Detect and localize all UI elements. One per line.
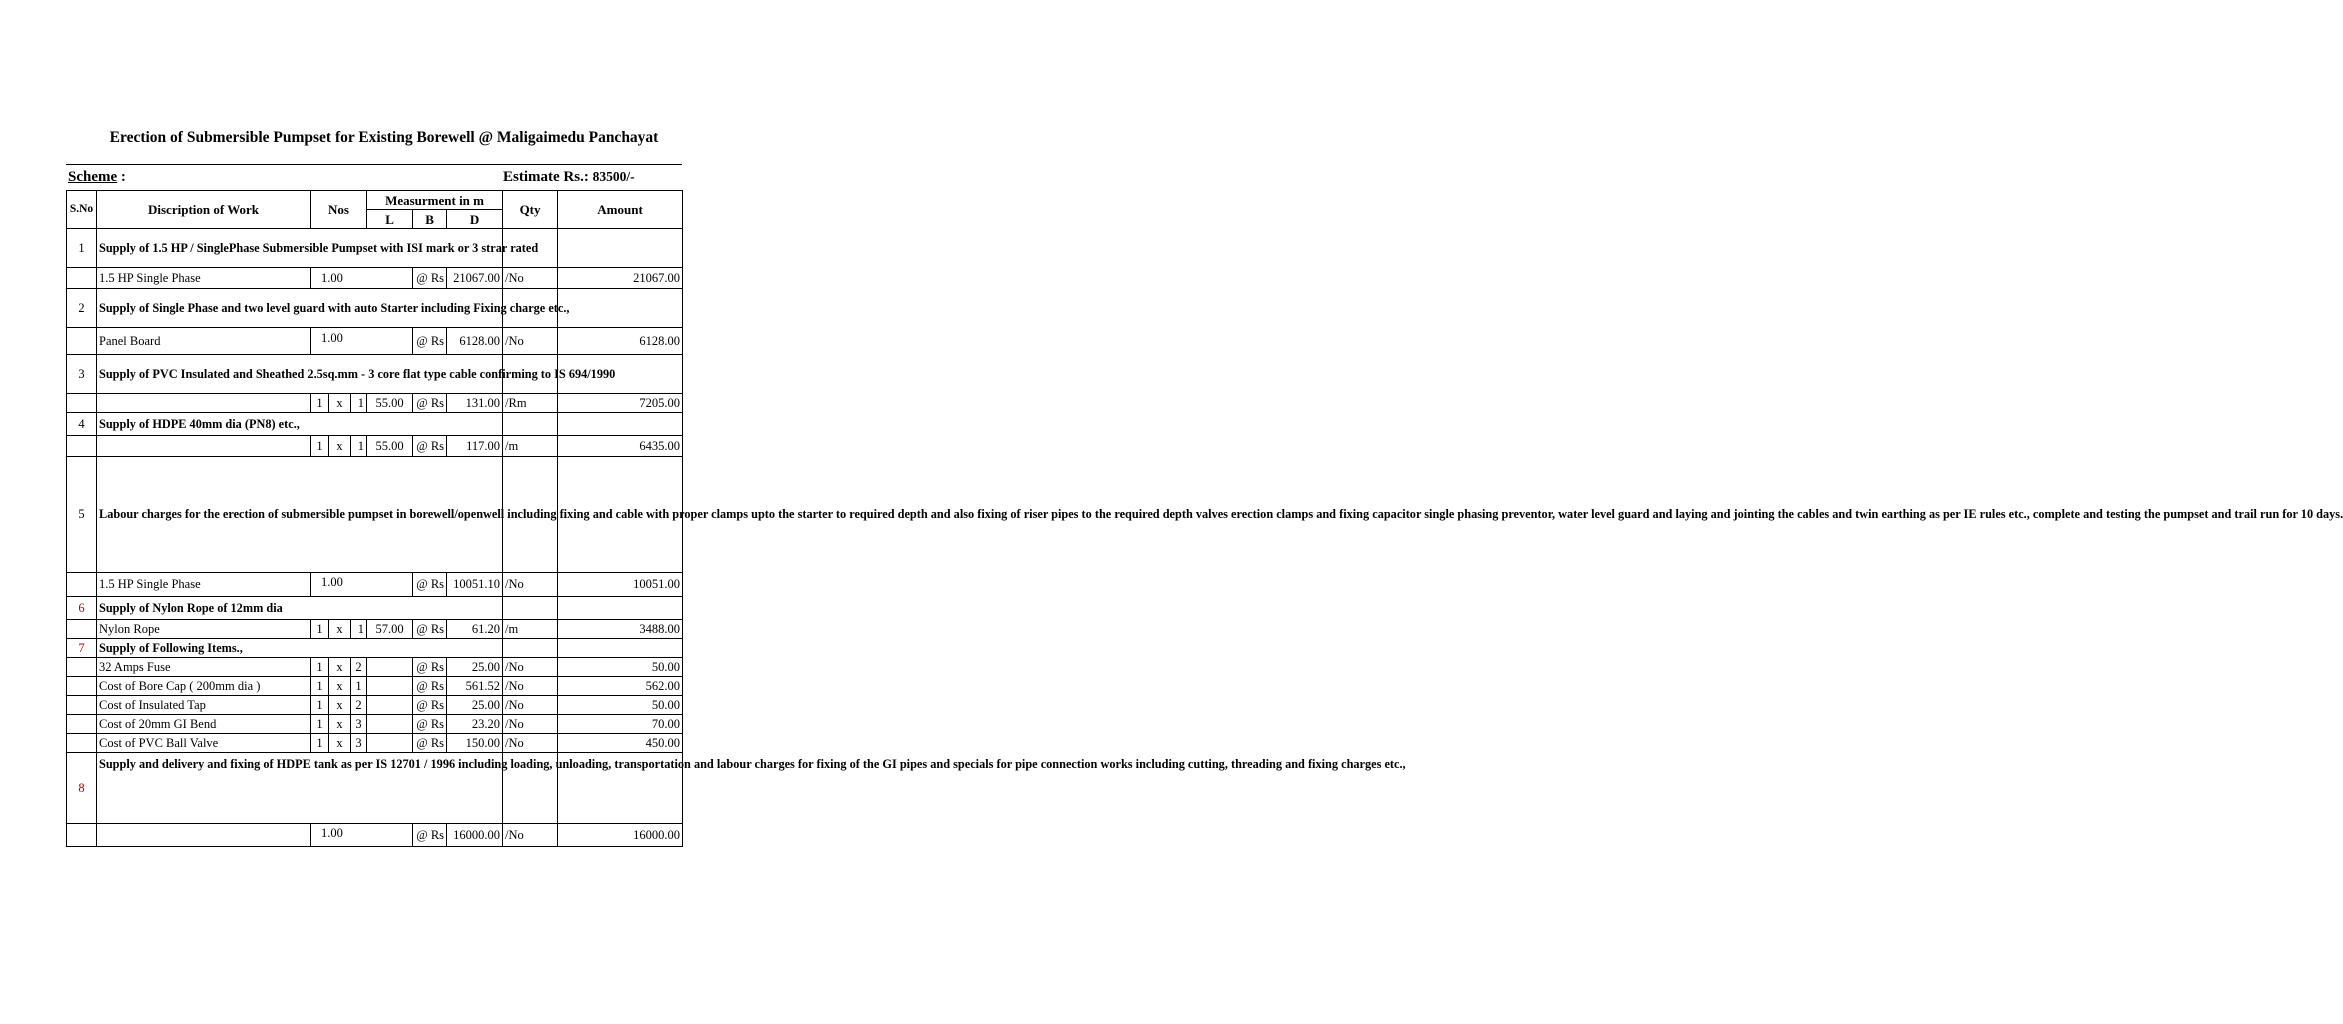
item-description: Supply of 1.5 HP / SinglePhase Submersible Pumpset with ISI mark or 3 strar rated	[97, 229, 503, 268]
sub-row	[67, 677, 683, 696]
rate-value: 131.00	[447, 394, 503, 413]
amount: 6128.00	[558, 328, 683, 355]
nos-count: 1	[311, 620, 329, 639]
rate-value: 6128.00	[447, 328, 503, 355]
header-row	[67, 191, 683, 210]
nos-count: 1	[311, 677, 329, 696]
rate-value: 150.00	[447, 734, 503, 753]
rate-prefix: @ Rs	[413, 328, 447, 355]
rate-prefix: @ Rs	[413, 677, 447, 696]
sub-row	[67, 573, 683, 597]
sub-label: 1.5 HP Single Phase	[97, 268, 311, 289]
item-sno: 7	[67, 639, 97, 658]
item-sno: 2	[67, 289, 97, 328]
length-cell	[367, 734, 413, 753]
header-d: D	[447, 210, 503, 229]
label-cell	[97, 824, 311, 847]
nos-count: 1	[311, 436, 329, 457]
sub-label: 1.5 HP Single Phase	[97, 573, 311, 597]
sub-row	[67, 696, 683, 715]
rate-prefix: @ Rs	[413, 658, 447, 677]
item-sno: 8	[67, 753, 97, 824]
item-description: Supply of PVC Insulated and Sheathed 2.5sq.mm - 3 core flat type cable confirming to IS 694/1990	[97, 355, 503, 394]
times-sign: x	[329, 436, 351, 457]
nos-count: 1	[311, 696, 329, 715]
header-l: L	[367, 210, 413, 229]
nos-count: 1	[311, 658, 329, 677]
unit: /No	[503, 715, 558, 734]
sub-row	[67, 658, 683, 677]
sub-label: Cost of 20mm GI Bend	[97, 715, 311, 734]
unit: /No	[503, 268, 558, 289]
item-row	[67, 289, 683, 328]
estimate-total	[503, 169, 635, 186]
rate-value: 117.00	[447, 436, 503, 457]
rate-value: 561.52	[447, 677, 503, 696]
amount: 6435.00	[558, 436, 683, 457]
amount: 50.00	[558, 696, 683, 715]
amount: 70.00	[558, 715, 683, 734]
amount-cell	[558, 413, 683, 436]
title-rule	[66, 164, 682, 165]
sub-label: Cost of Bore Cap ( 200mm dia )	[97, 677, 311, 696]
times-sign: x	[329, 658, 351, 677]
amount: 50.00	[558, 658, 683, 677]
nos-multiplier: 1	[351, 677, 367, 696]
unit: /No	[503, 677, 558, 696]
sub-label: Cost of PVC Ball Valve	[97, 734, 311, 753]
document-title: Erection of Submersible Pumpset for Existing Borewell @ Maligaimedu Panchayat	[109, 129, 659, 146]
item-description: Supply of Following Items.,	[97, 639, 503, 658]
item-sno: 6	[67, 597, 97, 620]
rate-value: 21067.00	[447, 268, 503, 289]
sub-nos: 1.00	[311, 573, 413, 597]
length: 55.00	[367, 394, 413, 413]
length-cell	[367, 677, 413, 696]
sno-cell	[67, 677, 97, 696]
nos-count: 1	[311, 394, 329, 413]
amount: 10051.00	[558, 573, 683, 597]
item-row	[67, 413, 683, 436]
item-sno: 3	[67, 355, 97, 394]
rate-value: 25.00	[447, 696, 503, 715]
unit: /m	[503, 436, 558, 457]
rate-value: 10051.10	[447, 573, 503, 597]
amount-cell	[558, 639, 683, 658]
header-nos: Nos	[311, 191, 367, 229]
sno-cell	[67, 436, 97, 457]
nos-multiplier: 3	[351, 734, 367, 753]
scheme-colon: :	[117, 169, 126, 185]
nos-multiplier: 1	[351, 620, 367, 639]
length-cell	[367, 715, 413, 734]
amount: 450.00	[558, 734, 683, 753]
rate-value: 23.20	[447, 715, 503, 734]
label-cell	[97, 394, 311, 413]
unit: /Rm	[503, 394, 558, 413]
nos-multiplier: 2	[351, 696, 367, 715]
length-cell	[367, 696, 413, 715]
item-sno: 5	[67, 457, 97, 573]
item-description: Labour charges for the erection of submersible pumpset in borewell/openwell including fixing and cable with proper clamps upto the starter to required depth and also fixing of riser pipes to the required depth valves erection clamps and fixing capacitor single phasing preventor, water level guard and laying and jointing the cables and twin earthing as per IE rules etc., complete and testing the pumpset and trail run for 10 days.	[97, 457, 503, 573]
unit: /No	[503, 734, 558, 753]
nos-multiplier: 1	[351, 394, 367, 413]
nos-count: 1	[311, 734, 329, 753]
sub-label: 32 Amps Fuse	[97, 658, 311, 677]
rate-prefix: @ Rs	[413, 436, 447, 457]
sno-cell	[67, 734, 97, 753]
sno-cell	[67, 824, 97, 847]
length-cell	[367, 658, 413, 677]
header-b: B	[413, 210, 447, 229]
amount-cell	[558, 229, 683, 268]
rate-value: 25.00	[447, 658, 503, 677]
item-description: Supply of Nylon Rope of 12mm dia	[97, 597, 503, 620]
sno-cell	[67, 658, 97, 677]
header-amount: Amount	[558, 191, 683, 229]
estimate-table	[66, 190, 2343, 847]
sno-cell	[67, 394, 97, 413]
rate-prefix: @ Rs	[413, 696, 447, 715]
sub-row	[67, 436, 683, 457]
rate-value: 16000.00	[447, 824, 503, 847]
sno-cell	[67, 620, 97, 639]
item-row	[67, 229, 683, 268]
amount: 562.00	[558, 677, 683, 696]
item-row	[67, 355, 683, 394]
header-description: Discription of Work	[97, 191, 311, 229]
item-sno: 4	[67, 413, 97, 436]
times-sign: x	[329, 620, 351, 639]
rate-prefix: @ Rs	[413, 394, 447, 413]
sub-label: Panel Board	[97, 328, 311, 355]
rate-prefix: @ Rs	[413, 824, 447, 847]
sub-row	[67, 734, 683, 753]
sub-row	[67, 328, 683, 355]
qty-cell	[503, 413, 558, 436]
sno-cell	[67, 715, 97, 734]
header-sno: S.No	[67, 191, 97, 229]
nos-multiplier: 2	[351, 658, 367, 677]
item-description: Supply of Single Phase and two level guard with auto Starter including Fixing charge etc.,	[97, 289, 503, 328]
unit: /No	[503, 658, 558, 677]
sub-row	[67, 824, 683, 847]
times-sign: x	[329, 394, 351, 413]
sno-cell	[67, 696, 97, 715]
sub-row	[67, 715, 683, 734]
sno-cell	[67, 268, 97, 289]
amount: 7205.00	[558, 394, 683, 413]
sno-cell	[67, 573, 97, 597]
item-sno: 1	[67, 229, 97, 268]
rate-prefix: @ Rs	[413, 620, 447, 639]
times-sign: x	[329, 677, 351, 696]
item-row	[67, 639, 683, 658]
unit: /No	[503, 573, 558, 597]
length: 55.00	[367, 436, 413, 457]
sub-label: Cost of Insulated Tap	[97, 696, 311, 715]
rate-prefix: @ Rs	[413, 573, 447, 597]
amount: 16000.00	[558, 824, 683, 847]
unit: /m	[503, 620, 558, 639]
qty-cell	[503, 639, 558, 658]
times-sign: x	[329, 734, 351, 753]
sub-nos: 1.00	[311, 268, 413, 289]
sub-row	[67, 394, 683, 413]
item-description: Supply of HDPE 40mm dia (PN8) etc.,	[97, 413, 503, 436]
rate-prefix: @ Rs	[413, 734, 447, 753]
header-measurement: Measurment in m	[367, 191, 503, 210]
unit: /No	[503, 696, 558, 715]
sub-row	[67, 268, 683, 289]
estimate-label: Estimate Rs.:	[503, 169, 589, 185]
estimate-value: 83500/-	[592, 169, 635, 184]
sub-label: Nylon Rope	[97, 620, 311, 639]
sub-nos: 1.00	[311, 824, 413, 847]
sub-nos: 1.00	[311, 328, 413, 355]
rate-prefix: @ Rs	[413, 715, 447, 734]
sub-row	[67, 620, 683, 639]
sno-cell	[67, 328, 97, 355]
length: 57.00	[367, 620, 413, 639]
amount-cell	[558, 597, 683, 620]
item-description: Supply and delivery and fixing of HDPE tank as per IS 12701 / 1996 including loading, unloading, transportation and labour charges for fixing of the GI pipes and specials for pipe connection works including cutting, threading and fixing charges etc.,	[97, 753, 503, 824]
rate-value: 61.20	[447, 620, 503, 639]
times-sign: x	[329, 696, 351, 715]
scheme-label-text: Scheme	[68, 169, 118, 185]
nos-multiplier: 1	[351, 436, 367, 457]
nos-count: 1	[311, 715, 329, 734]
unit: /No	[503, 824, 558, 847]
amount-cell	[558, 289, 683, 328]
scheme-label	[68, 169, 126, 186]
unit: /No	[503, 328, 558, 355]
rate-prefix: @ Rs	[413, 268, 447, 289]
item-row	[67, 597, 683, 620]
times-sign: x	[329, 715, 351, 734]
amount: 3488.00	[558, 620, 683, 639]
label-cell	[97, 436, 311, 457]
item-row	[67, 457, 683, 573]
item-row	[67, 753, 683, 824]
amount: 21067.00	[558, 268, 683, 289]
header-qty: Qty	[503, 191, 558, 229]
nos-multiplier: 3	[351, 715, 367, 734]
qty-cell	[503, 597, 558, 620]
